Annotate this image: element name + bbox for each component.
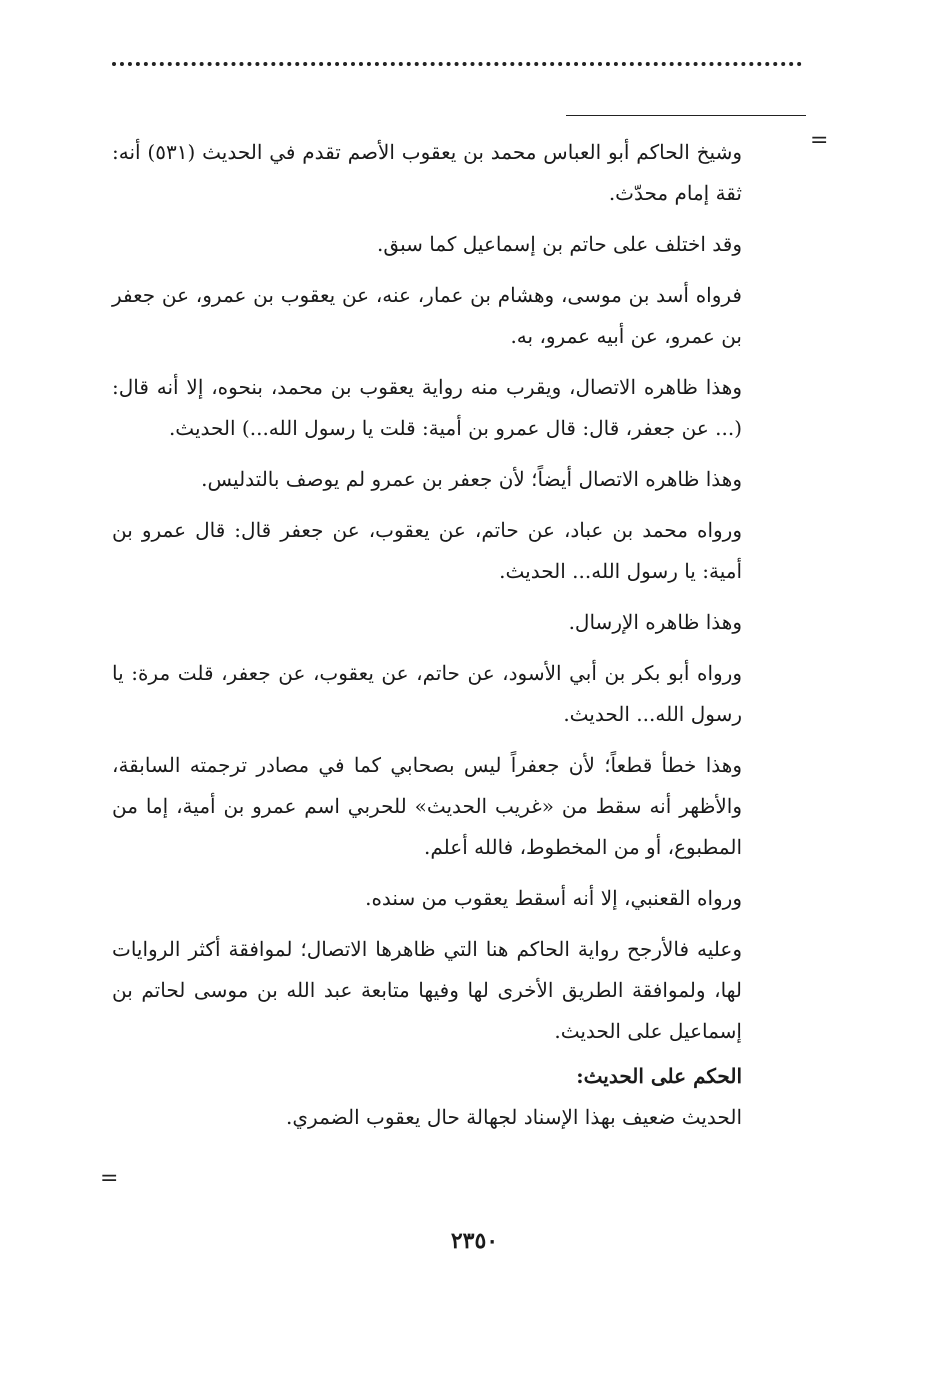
paragraph-4: وهذا ظاهره الاتصال، ويقرب منه رواية يعقوب بن محمد، بنحوه، إلا أنه قال: (... عن جعفر، قال: قال عمرو بن أمية: قلت يا رسول الله...) الحديث.	[112, 375, 742, 440]
paragraph-7: وهذا ظاهره الإرسال.	[568, 610, 742, 634]
paragraph-6: ورواه محمد بن عباد، عن حاتم، عن يعقوب، عن جعفر قال: قال عمرو بن أمية: يا رسول الله... الحديث.	[112, 518, 742, 583]
paragraph-9: وهذا خطأ قطعاً؛ لأن جعفراً ليس بصحابي كما في مصادر ترجمته السابقة، والأظهر أنه سقط من «غريب الحديث» للحربي اسم عمرو بن أمية، إما من المطبوع، أو من المخطوط، فالله أعلم.	[112, 753, 742, 859]
footnote-dotted-separator	[112, 62, 802, 66]
paragraph-10: ورواه القعنبي، إلا أنه أسقط يعقوب من سنده.	[365, 886, 742, 910]
continuation-mark-bottom: =	[100, 1166, 119, 1191]
paragraph-1: وشيخ الحاكم أبو العباس محمد بن يعقوب الأصم تقدم في الحديث (٥٣١) أنه: ثقة إمام محدّث.	[112, 140, 742, 205]
ruling-heading: الحكم على الحديث:	[576, 1064, 742, 1088]
paragraph-11: وعليه فالأرجح رواية الحاكم هنا التي ظاهرها الاتصال؛ لموافقة أكثر الروايات لها، ولموافقة الطريق الأخرى لها وفيها متابعة عبد الله بن موسى لحاتم بن إسماعيل على الحديث.	[112, 937, 742, 1043]
page-number: ٢٣٥٠	[450, 1228, 499, 1254]
paragraph-3: فرواه أسد بن موسى، وهشام بن عمار، عنه، عن يعقوب بن عمرو، عن جعفر بن عمرو، عن أبيه عمرو، به.	[112, 283, 742, 348]
footnote-body	[112, 132, 742, 1148]
paragraph-5: وهذا ظاهره الاتصال أيضاً؛ لأن جعفر بن عمرو لم يوصف بالتدليس.	[201, 467, 742, 491]
paragraph-2: وقد اختلف على حاتم بن إسماعيل كما سبق.	[377, 232, 742, 256]
paragraph-8: ورواه أبو بكر بن أبي الأسود، عن حاتم، عن يعقوب، عن جعفر، قلت مرة: يا رسول الله... الحديث.	[112, 661, 742, 726]
continuation-mark-top: =	[810, 128, 829, 153]
ruling-text: الحديث ضعيف بهذا الإسناد لجهالة حال يعقوب الضمري.	[286, 1105, 742, 1129]
footnote-rule	[566, 115, 806, 116]
